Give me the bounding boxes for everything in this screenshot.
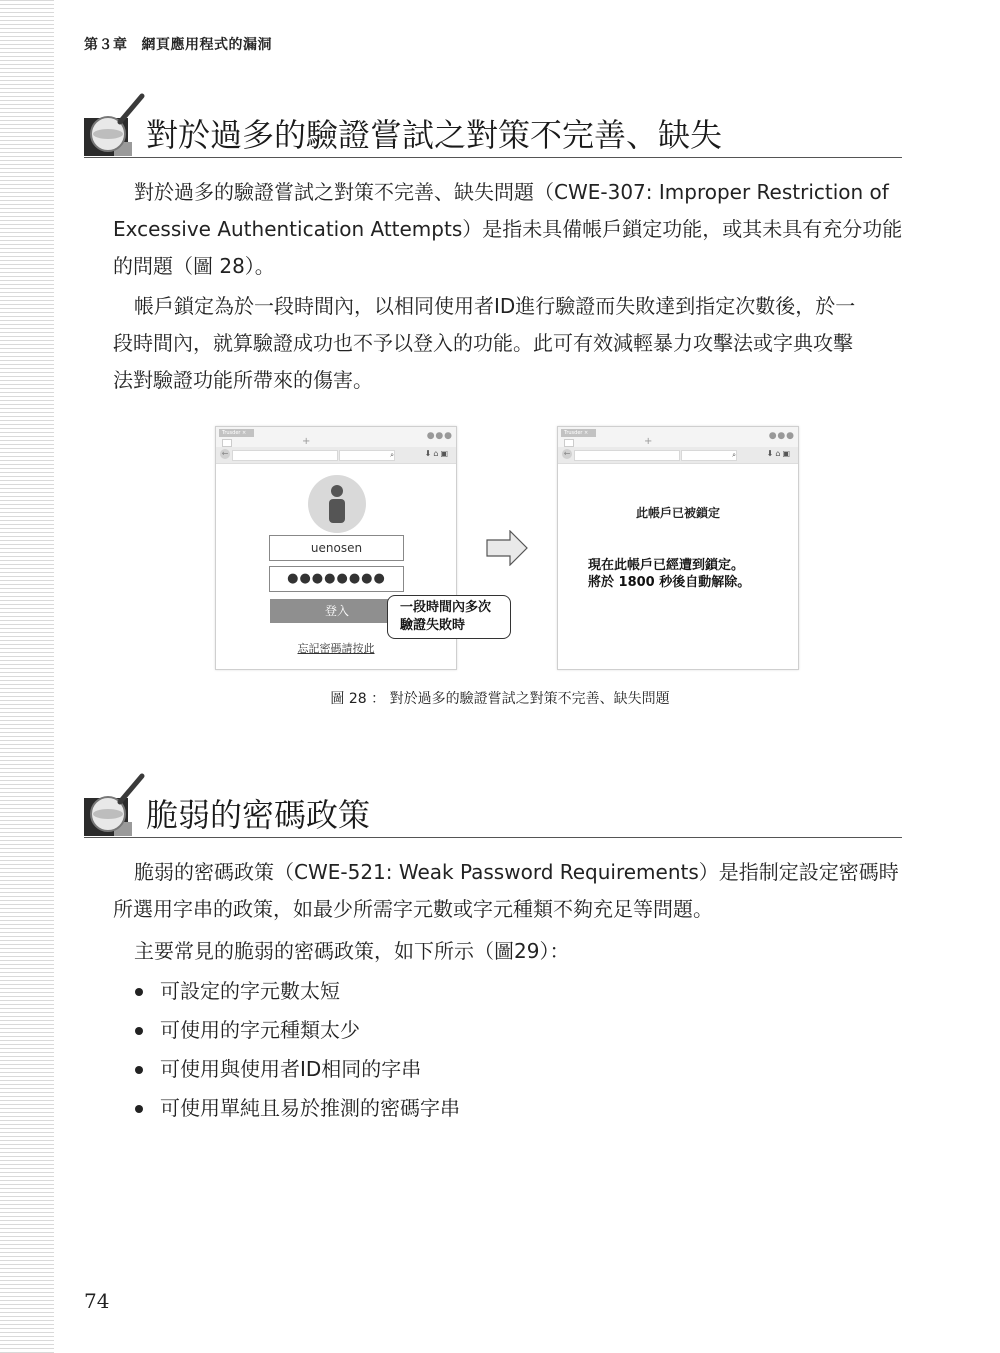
new-tab-icon bbox=[564, 439, 574, 447]
user-avatar-icon bbox=[308, 475, 366, 533]
text-line: 帳戶鎖定為於一段時間內，以相同使用者ID進行驗證而失敗達到指定次數後，於一 bbox=[134, 294, 856, 318]
text-line: 的問題（圖 28）。 bbox=[113, 254, 275, 278]
list-item: 可使用的字元種類太少 bbox=[130, 1011, 460, 1050]
list-item: 可使用與使用者ID相同的字串 bbox=[130, 1050, 460, 1089]
plus-icon: + bbox=[644, 436, 653, 447]
tab-bar bbox=[216, 427, 456, 447]
forgot-password-link: 忘記密碼請按此 bbox=[297, 642, 375, 655]
window-controls-icon: ● ● ● bbox=[426, 431, 451, 441]
url-bar bbox=[558, 447, 798, 464]
list-item: 可設定的字元數太短 bbox=[130, 972, 460, 1011]
section-title: 對於過多的驗證嘗試之對策不完善、缺失 bbox=[146, 116, 723, 154]
text-line: Excessive Authentication Attempts）是指未具備帳戶鎖定功能，或其未具有充分功能 bbox=[113, 217, 903, 241]
bubble-line: 驗證失敗時 bbox=[400, 618, 466, 633]
password-field: ●●●●●●●● bbox=[269, 566, 404, 592]
window-controls-icon: ● ● ● bbox=[768, 431, 793, 441]
back-arrow-icon: ← bbox=[221, 449, 229, 458]
speech-bubble bbox=[387, 595, 511, 639]
section-heading-1 bbox=[84, 92, 902, 158]
section-heading-2 bbox=[84, 772, 902, 838]
tab-bar bbox=[558, 427, 798, 447]
new-tab-icon bbox=[222, 439, 232, 447]
figure-caption: 圖 28 ： 對於過多的驗證嘗試之對策不完善、缺失問題 bbox=[330, 691, 670, 707]
bubble-line: 一段時間內多次 bbox=[400, 600, 492, 615]
login-button: 登入 bbox=[270, 599, 404, 623]
text-line: 脆弱的密碼政策（CWE-521: Weak Password Requirements）是指制定設定密碼時 bbox=[134, 860, 899, 884]
browser-window-login bbox=[215, 426, 492, 670]
url-bar bbox=[216, 447, 456, 464]
heading-rule bbox=[84, 157, 902, 158]
address-field bbox=[232, 450, 338, 461]
list-item: 可使用單純且易於推測的密碼字串 bbox=[130, 1089, 460, 1128]
browser-window-locked bbox=[557, 426, 799, 670]
locked-line: 現在此帳戶已經遭到鎖定。 bbox=[588, 558, 745, 573]
paragraph bbox=[113, 933, 903, 970]
address-field bbox=[574, 450, 680, 461]
text-line: 主要常見的脆弱的密碼政策，如下所示（圖29）： bbox=[134, 939, 570, 963]
bullet-list bbox=[130, 972, 460, 1128]
paragraph bbox=[113, 174, 903, 285]
section-title: 脆弱的密碼政策 bbox=[146, 796, 371, 834]
page-number: 74 bbox=[84, 1289, 110, 1313]
toolbar-icons: ⬇⌂▣ bbox=[424, 449, 450, 458]
toolbar-icons: ⬇⌂▣ bbox=[766, 449, 792, 458]
back-arrow-icon: ← bbox=[563, 449, 571, 458]
plus-icon: + bbox=[302, 436, 311, 447]
paragraph bbox=[113, 854, 903, 928]
browser-tab: Trusder × bbox=[219, 429, 254, 437]
locked-message bbox=[588, 557, 750, 591]
right-arrow-icon bbox=[486, 530, 528, 566]
locked-line: 將於 1800 秒後自動解除。 bbox=[588, 575, 751, 590]
username-field: uenosen bbox=[269, 535, 404, 561]
figure-28 bbox=[215, 426, 800, 671]
chapter-number: 第３章 bbox=[84, 37, 128, 53]
page-edge-stripe bbox=[0, 0, 60, 1353]
text-line: 法對驗證功能所帶來的傷害。 bbox=[113, 368, 373, 392]
browser-tab: Trusder × bbox=[561, 429, 596, 437]
search-icon: ⌕ bbox=[681, 450, 737, 461]
text-line: 對於過多的驗證嘗試之對策不完善、缺失問題（CWE-307: Improper Restriction of bbox=[134, 180, 889, 204]
search-icon: ⌕ bbox=[339, 450, 395, 461]
text-line: 所選用字串的政策，如最少所需字元數或字元種類不夠充足等問題。 bbox=[113, 897, 713, 921]
magnifier-icon bbox=[84, 772, 150, 838]
paragraph bbox=[113, 288, 903, 399]
magnifier-icon bbox=[84, 92, 150, 158]
locked-title: 此帳戶已被鎖定 bbox=[635, 506, 720, 520]
chapter-title: 網頁應用程式的漏洞 bbox=[141, 37, 272, 53]
running-head bbox=[84, 34, 272, 54]
text-line: 段時間內，就算驗證成功也不予以登入的功能。此可有效減輕暴力攻擊法或字典攻擊 bbox=[113, 331, 853, 355]
heading-rule bbox=[84, 837, 902, 838]
